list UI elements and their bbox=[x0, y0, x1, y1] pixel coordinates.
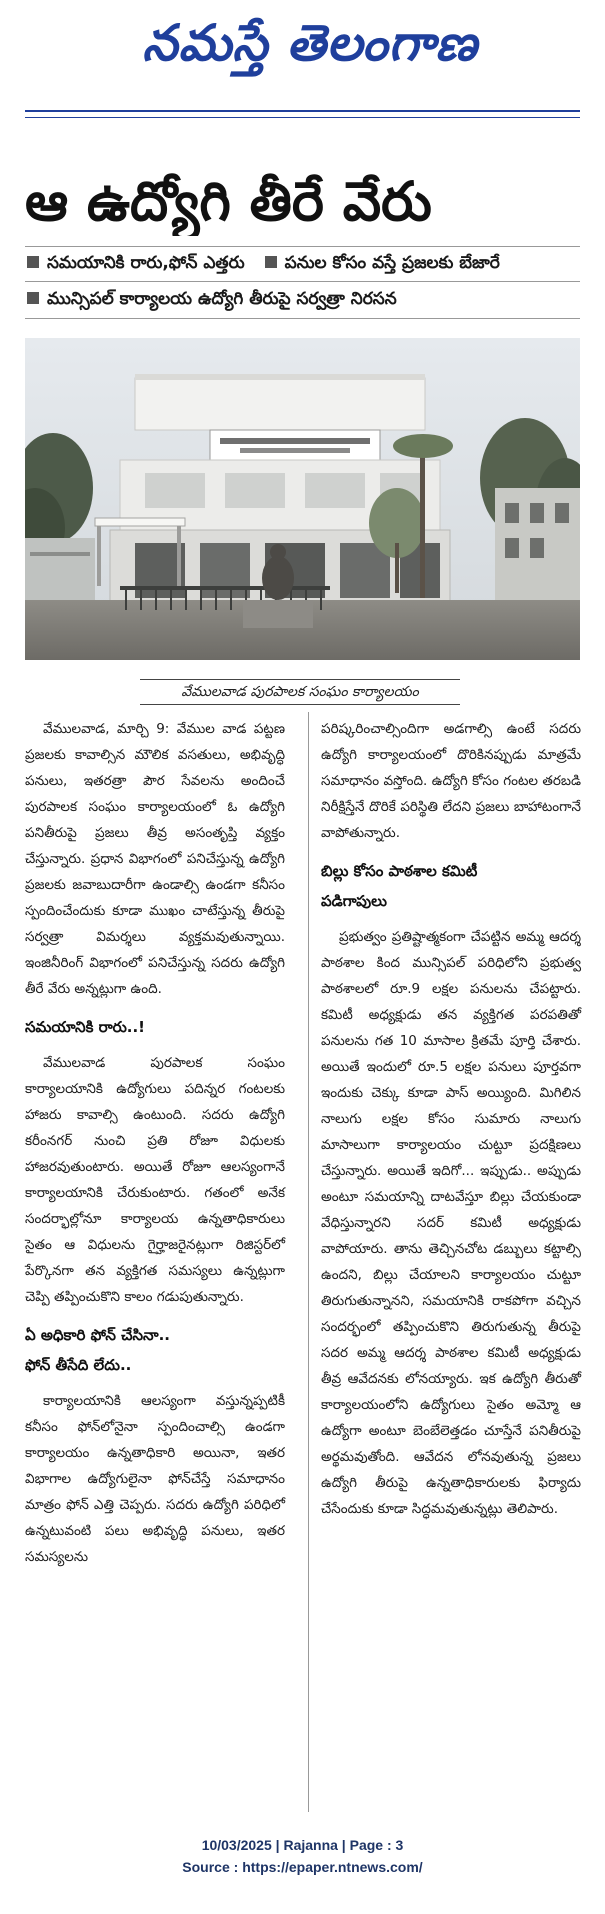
bullet-square-icon bbox=[27, 256, 39, 268]
municipal-office-photo bbox=[25, 338, 580, 660]
section-heading-phone-2: ఫోన్ తీసేది లేదు.. bbox=[25, 1356, 132, 1374]
section-heading-bill-2: పడిగాపులు bbox=[321, 892, 387, 910]
masthead-divider bbox=[25, 110, 580, 118]
subhead-divider-top bbox=[25, 246, 580, 247]
column-divider bbox=[308, 712, 309, 1812]
article-photo bbox=[25, 338, 580, 660]
section-heading-phone-1: ఏ అధికారి ఫోన్ చేసినా.. bbox=[25, 1326, 170, 1344]
paragraph-intro: వేములవాడ, మార్చి 9: వేముల వాడ పట్టణ ప్రజలకు కావాల్సిన మౌలిక వసతులు, అభివృద్ధి పనులు, ఇతరత్రా పౌర సేవలను అందించే పురపాలక సంఘం కార్యాలయంలో ఓ ఉద్యోగి పనితీరుపై ప్రజలు తీవ్ర అసంతృప్తి వ్యక్తం చేస్తున్నారు. ప్రధాన విభాగంలో పనిచేస్తున్న ఉద్యోగి ప్రజలకు జవాబుదారీగా ఉండాల్సి ఉండగా కనీసం స్పందించేందుకు కూడా ముఖం చాటేస్తున్న తీరుపై సర్వత్రా విమర్శలు వ్యక్తమవుతున్నాయి. ఇంజినీరింగ్ విభాగంలో పనిచేస్తున్న సదరు ఉద్యోగి తీరే వేరు అన్నట్లుగా ఉంది. bbox=[25, 721, 285, 997]
article-column-right bbox=[321, 716, 581, 1816]
subhead-divider-bottom bbox=[25, 318, 580, 319]
paragraph-phone: కార్యాలయానికి ఆలస్యంగా వస్తున్నప్పటికీ కనీసం ఫోన్‌లోనైనా స్పందించాల్సి ఉండగా కార్యాలయం ఉన్నతాధికారి అయినా, ఇతర విభాగాల ఉద్యోగులైనా ఫోన్‌చేస్తే సమాధానం మాత్రం ఫోన్ ఎత్తి చెప్పరు. సదరు ఉద్యోగి పరిధిలో ఉన్నటువంటి పలు అభివృద్ధి పనులు, ఇతర సమస్యలను bbox=[25, 1393, 285, 1565]
paragraph-school-committee: ప్రభుత్వం ప్రతిష్టాత్మకంగా చేపట్టిన అమ్మ ఆదర్శ పాఠశాల కింద మున్సిపల్ పరిధిలోని ప్రభుత్వ పాఠశాలలో రూ.9 లక్షల పనులను చేపట్టారు. కమిటీ అధ్యక్షుడు తన వ్యక్తిగత పరపతితో పనులను గత 10 మాసాల క్రితమే పూర్తి చేశారు. అయితే ఇందులో రూ.5 లక్షల పనులు పూర్తవగా ఇందుకు చెక్కు కూడా పాస్ అయ్యింది. మిగిలిన నాలుగు లక్షల కోసం సుమారు నాలుగు మాసాలుగా కార్యాలయం చుట్టూ ప్రదక్షిణలు చేస్తున్నారు. అయితే ఇదిగో... ఇప్పుడు.. అప్పుడు అంటూ సమయాన్ని దాటవేస్తూ బిల్లు చేయకుండా వేధిస్తున్నారని సదర్ కమిటీ అధ్యక్షుడు వాపోయారు. తాను తెచ్చినచోట డబ్బులు కట్టాల్సి ఉందని, బిల్లు చేయాలని కార్యాలయం చుట్టూ తిరుగుతున్నానని, సమయానికి రాకపోగా వచ్చిన సందర్భంలో తప్పించుకొని తిరుగుతున్న తీరుపై సదర అమ్మ ఆదర్శ పాఠశాల కమిటీ అధ్యక్షుడు తీవ్ర ఆవేదనకు లోనయ్యారు. ఇక ఉద్యోగి తీరుతో కార్యాలయంలోని ఉద్యోగులు సైతం అమ్మో ఆ ఉద్యోగా అంటూ బెంబేలెత్తడం చూస్తేనే పనితీరుపై అర్థమవుతోంది. ఆవేదన లోనవుతున్న ప్రజలు ఉద్యోగి తీరుపై ఉన్నతాధికారులకు ఫిర్యాదు చేసేందుకు కూడా సిద్ధమవుతున్నట్లు తెలిపారు. bbox=[321, 929, 581, 1517]
subhead-point-3: మున్సిపల్ కార్యాలయ ఉద్యోగి తీరుపై సర్వత్రా నిరసన bbox=[47, 289, 397, 309]
footer-source-link[interactable]: Source : https://epaper.ntnews.com/ bbox=[182, 1859, 423, 1875]
bullet-square-icon bbox=[265, 256, 277, 268]
subhead-divider-middle bbox=[25, 281, 580, 282]
section-heading-late: సమయానికి రారు..! bbox=[25, 1018, 146, 1036]
paragraph-continuation: పరిష్కరించాల్సిందిగా అడగాల్సి ఉంటే సదరు ఉద్యోగి కార్యాలయంలో దొరికినప్పుడు మాత్రమే సమాధానం వస్తోంది. ఉద్యోగి కోసం గంటల తరబడి నిరీక్షిస్తేనే దొరికే పరిస్థితి లేదని ప్రజలు బాహాటంగానే వాపోతున్నారు. bbox=[321, 721, 581, 841]
photo-caption: వేములవాడ పురపాలక సంఘం కార్యాలయం bbox=[140, 679, 460, 705]
subhead-row-2 bbox=[25, 285, 580, 313]
article-column-left bbox=[25, 716, 285, 1816]
footer-edition-info: 10/03/2025 | Rajanna | Page : 3 bbox=[201, 1837, 404, 1853]
article-headline: ఆ ఉద్యోగి తీరే వేరు bbox=[25, 170, 432, 233]
section-heading-bill-1: బిల్లు కోసం పాఠశాల కమిటీ bbox=[321, 862, 478, 880]
newspaper-logo: నమస్తే తెలంగాణ bbox=[142, 13, 478, 72]
subhead-point-1: సమయానికి రారు,ఫోన్ ఎత్తరు bbox=[47, 253, 245, 273]
subhead-row-1 bbox=[25, 249, 580, 277]
bullet-square-icon bbox=[27, 292, 39, 304]
paragraph-late-arrival: వేములవాడ పురపాలక సంఘం కార్యాలయానికి ఉద్యోగులు పదిన్నర గంటలకు హాజరు కావాల్సి ఉంటుంది. సదరు ఉద్యోగి కరీంనగర్ నుంచి ప్రతి రోజూ విధులకు హాజరవుతుంటారు. అయితే రోజూ ఆలస్యంగానే కార్యాలయానికి చేరుకుంటారు. గతంలో అనేక సందర్భాల్లోనూ కార్యాలయ ఉన్నతాధికారులు సైతం ఆ విధులను గైర్హాజరైనట్లుగా రిజిస్టర్‌లో పేర్కొనగా తన వ్యక్తిగత సమస్యలు ఉన్నట్లుగా చెప్పి తప్పించుకొని కాలం గడుపుతున్నారు. bbox=[25, 1055, 285, 1305]
masthead bbox=[0, 0, 605, 108]
subhead-point-2: పనుల కోసం వస్తే ప్రజలకు బేజారే bbox=[284, 253, 500, 273]
